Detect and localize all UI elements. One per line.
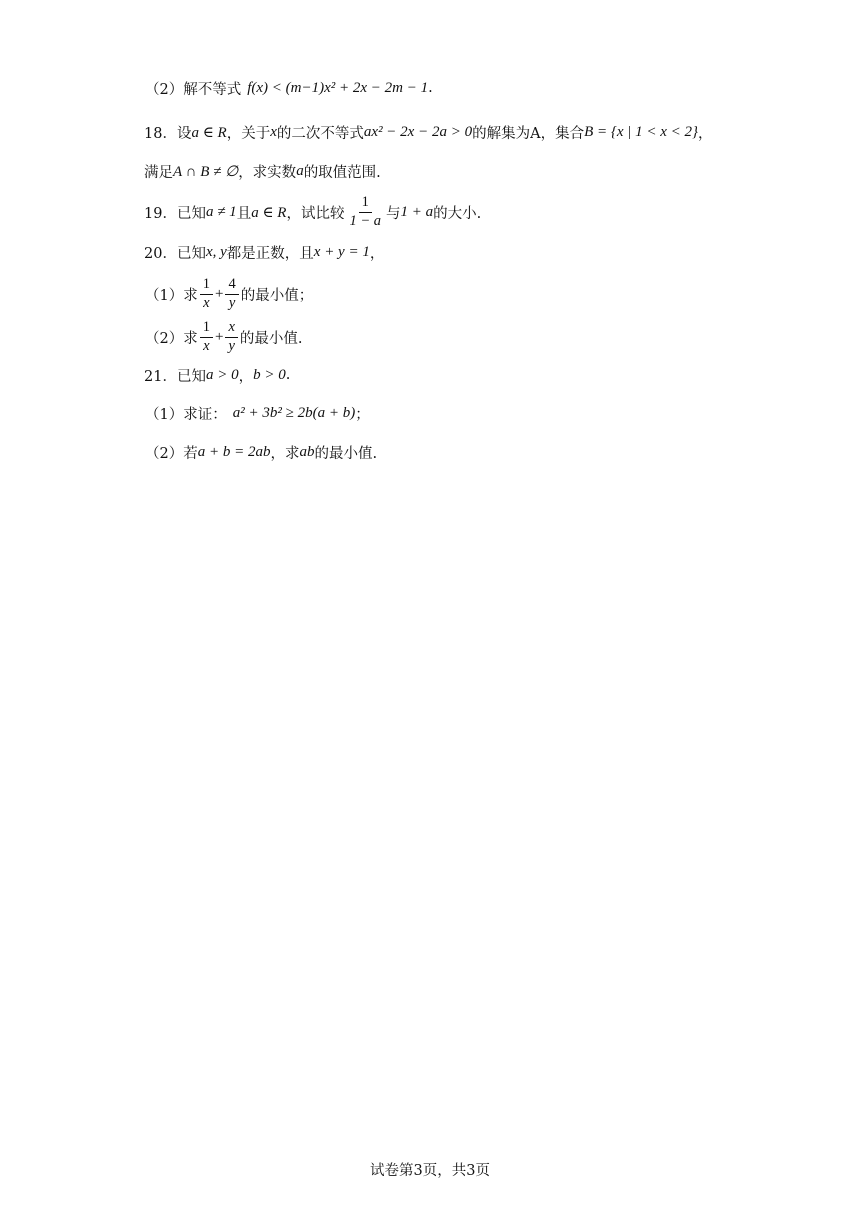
fraction-1-over-1-minus-a: $\frac{1}{1 - a}$ — [349, 194, 382, 229]
question-18-line1: 18．设 a ∈ R ，关于 x 的二次不等式 ax² − 2x − 2a > 0 的解集为A，集合 B = {x | 1 < x < 2} ， — [144, 123, 713, 142]
question-20-part2: （2）求 $\frac{1}{x}$ + $\frac{x}{y}$ 的最小值. — [145, 319, 303, 354]
inequality-expression: f(x) < (m−1)x² + 2x − 2m − 1 — [247, 79, 429, 96]
question-21-part2: （2）若 a + b = 2ab ，求 ab 的最小值. — [145, 443, 378, 462]
question-20-part1: （1）求 $\frac{1}{x}$ + $\frac{4}{y}$ 的最小值； — [145, 276, 314, 311]
page-footer: 试卷第3页，共3页 — [370, 1163, 490, 1179]
q17-part2: （2）解不等式 f(x) < (m−1)x² + 2x − 2m − 1 . — [145, 79, 433, 98]
question-21-part1: （1）求证： a² + 3b² ≥ 2b(a + b) ； — [145, 404, 370, 423]
fraction-x-over-y: $\frac{x}{y}$ — [225, 320, 237, 353]
fraction-1-over-x: $\frac{1}{x}$ — [200, 320, 213, 353]
question-18-line2: 满足 A ∩ B ≠ ∅ ，求实数 a 的取值范围. — [144, 162, 381, 181]
question-19: 19．已知 a ≠ 1 且 a ∈ R ，试比较 $\frac{1}{1 - a}$ 与 1 + a 的大小. — [144, 194, 482, 229]
question-21: 21．已知 a > 0 ， b > 0 . — [144, 366, 291, 385]
question-20: 20．已知 x, y 都是正数，且 x + y = 1 ， — [144, 243, 385, 262]
fraction-1-over-x: $\frac{1}{x}$ — [200, 277, 213, 310]
fraction-4-over-y: $\frac{4}{y}$ — [225, 277, 238, 310]
